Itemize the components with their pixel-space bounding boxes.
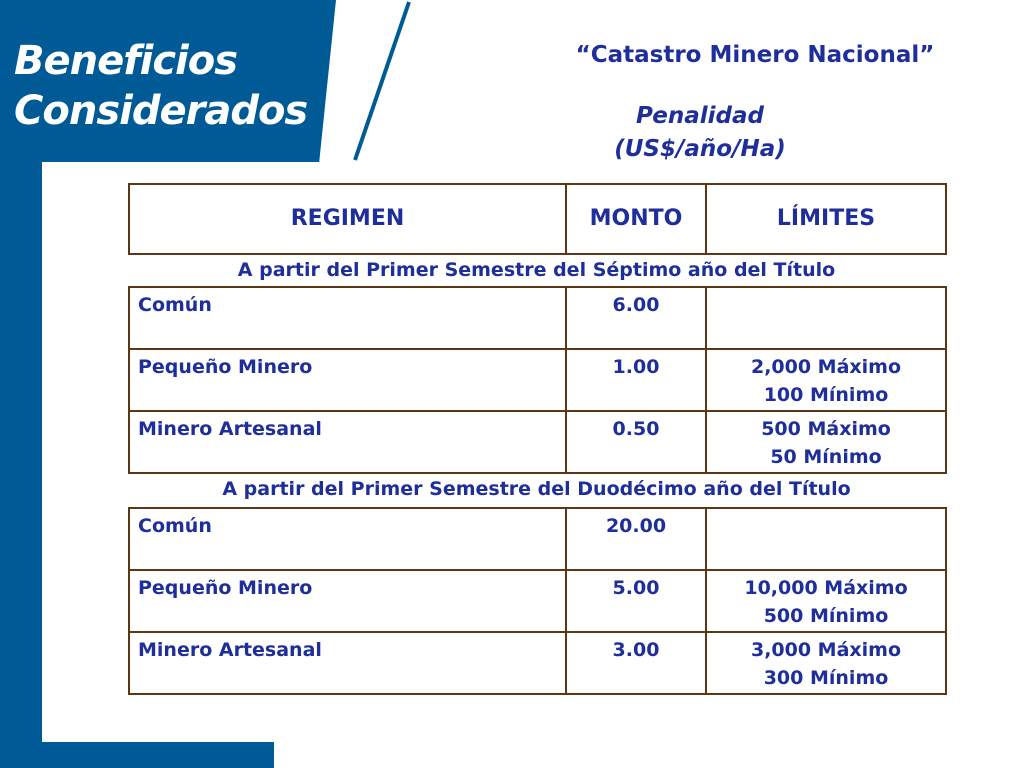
regimen-cell: Pequeño Minero: [129, 570, 566, 632]
limite-max: 10,000 Máximo: [744, 577, 908, 599]
monto-cell: 3.00: [566, 632, 706, 694]
regimen-cell: Común: [129, 508, 566, 570]
limites-cell: [706, 349, 946, 411]
limite-min: 300 Mínimo: [763, 667, 889, 689]
penalty-heading: [560, 100, 840, 166]
column-header-regimen: REGIMEN: [129, 184, 566, 254]
penalty-heading-line1: Penalidad: [636, 103, 764, 129]
slide-title-line1: Beneficios: [14, 38, 238, 84]
monto-cell: 6.00: [566, 287, 706, 349]
limite-max: 500 Máximo: [761, 418, 891, 440]
bottom-decorative-band: [0, 742, 274, 768]
penalty-table-duodecimo: [128, 507, 947, 695]
slide-subtitle: “Catastro Minero Nacional”: [575, 42, 935, 68]
table-row: [129, 508, 946, 570]
limites-cell: [706, 570, 946, 632]
monto-cell: 0.50: [566, 411, 706, 473]
regimen-cell: Pequeño Minero: [129, 349, 566, 411]
table-row: [129, 570, 946, 632]
monto-cell: 1.00: [566, 349, 706, 411]
column-header-monto: MONTO: [566, 184, 706, 254]
regimen-cell: Minero Artesanal: [129, 632, 566, 694]
limite-min: 500 Mínimo: [763, 605, 889, 627]
limites-cell: [706, 287, 946, 349]
slide-title-line2: Considerados: [14, 88, 308, 134]
limite-max: 3,000 Máximo: [750, 639, 902, 661]
header-table: [128, 183, 947, 255]
limite-min: 50 Mínimo: [770, 446, 882, 468]
table-row: [129, 349, 946, 411]
regimen-cell: Minero Artesanal: [129, 411, 566, 473]
regimen-cell: Común: [129, 287, 566, 349]
penalty-table-septimo: [128, 286, 947, 474]
limites-cell: [706, 508, 946, 570]
table-row: [129, 287, 946, 349]
limites-cell: [706, 411, 946, 473]
limite-max: 2,000 Máximo: [750, 356, 902, 378]
table-row: [129, 632, 946, 694]
monto-cell: 5.00: [566, 570, 706, 632]
column-header-limites: LÍMITES: [706, 184, 946, 254]
slide-title: [14, 36, 307, 136]
decorative-slash-line: [351, 0, 413, 162]
section-caption-duodecimo: A partir del Primer Semestre del Duodécimo año del Título: [222, 478, 851, 500]
penalty-heading-line2: (US$/año/Ha): [614, 136, 786, 162]
limites-cell: [706, 632, 946, 694]
table-row: [129, 411, 946, 473]
section-caption-septimo: A partir del Primer Semestre del Séptimo año del Título: [237, 259, 836, 281]
limite-min: 100 Mínimo: [763, 384, 889, 406]
monto-cell: 20.00: [566, 508, 706, 570]
